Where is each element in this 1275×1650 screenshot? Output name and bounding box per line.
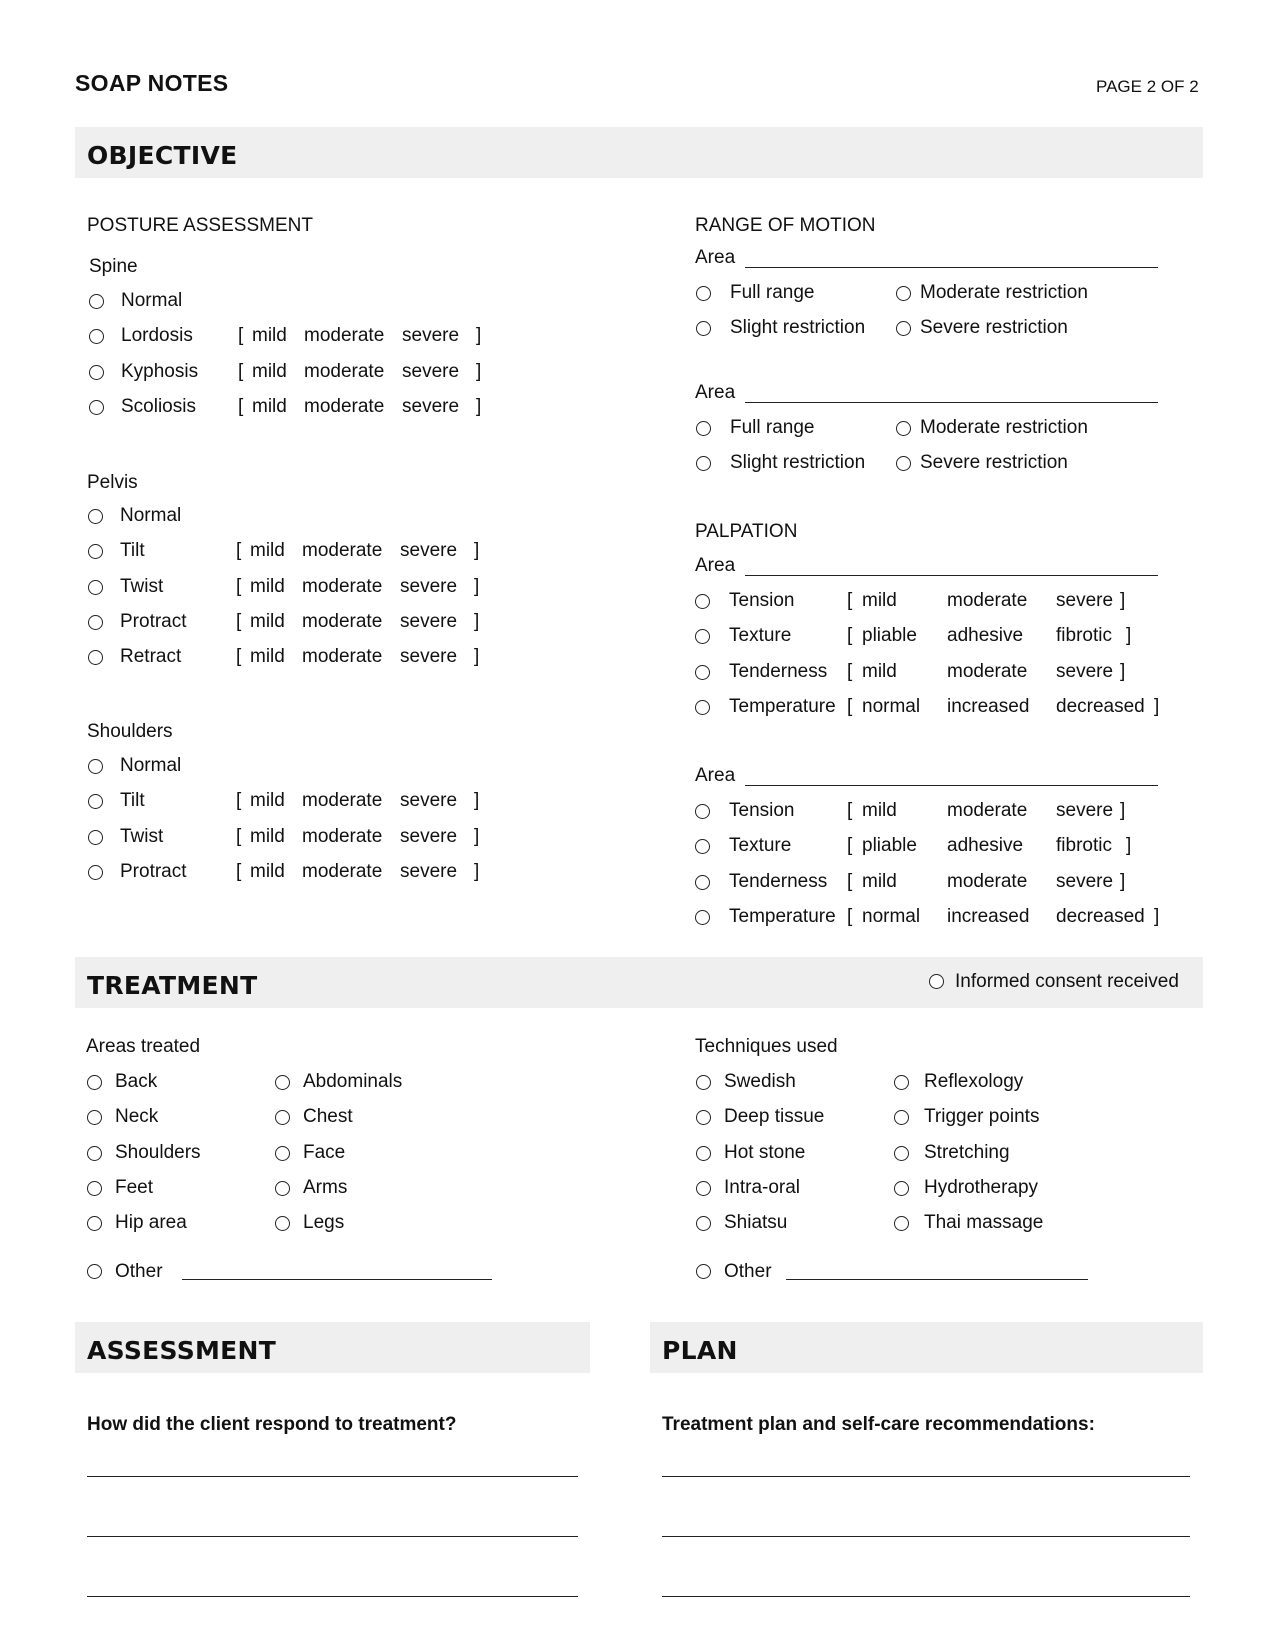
technique-swedish-label: Swedish — [724, 1071, 796, 1092]
rom-1-slight-restriction-label: Slight restriction — [730, 317, 866, 338]
palpation-2-tenderness-bracket-close: ] — [1120, 870, 1126, 892]
pelvis-twist-severity-mild[interactable]: mild — [250, 575, 285, 597]
shoulders-label: Shoulders — [87, 721, 173, 742]
palpation-1-tenderness-option-b[interactable]: moderate — [947, 660, 1028, 682]
techniques-other-input-line[interactable] — [786, 1279, 1088, 1280]
plan-header — [650, 1322, 1203, 1373]
assessment-line-2[interactable] — [87, 1536, 578, 1537]
areas-other-radio[interactable] — [87, 1264, 102, 1279]
spine-kyphosis-severity-moderate[interactable]: moderate — [304, 360, 385, 382]
palpation-1-temperature-radio[interactable] — [695, 700, 710, 715]
palpation-title: PALPATION — [695, 521, 798, 542]
palpation-2-texture-radio[interactable] — [695, 839, 710, 854]
technique-swedish-radio[interactable] — [696, 1075, 711, 1090]
palpation-2-temperature-label: Temperature — [729, 905, 836, 927]
rom-2-severe-restriction-label: Severe restriction — [920, 452, 1068, 473]
palpation-2-tenderness-label: Tenderness — [729, 870, 828, 892]
informed-consent-label: Informed consent received — [955, 971, 1179, 992]
palpation-1-texture-option-a[interactable]: pliable — [862, 625, 917, 647]
pelvis-protract-severity-close: ] — [474, 610, 480, 632]
area-legs-radio[interactable] — [275, 1216, 290, 1231]
area-shoulders-label: Shoulders — [115, 1141, 201, 1163]
page-number: PAGE 2 OF 2 — [1096, 77, 1199, 96]
technique-hot-stone-radio[interactable] — [696, 1146, 711, 1161]
palpation-1-tension-option-c[interactable]: severe — [1056, 590, 1114, 611]
rom-1-slight-restriction-radio[interactable] — [696, 321, 711, 336]
shoulders-tilt-severity-mild[interactable]: mild — [250, 790, 285, 812]
pelvis-retract-severity-severe[interactable]: severe — [400, 646, 458, 668]
spine-scoliosis-severity-mild[interactable]: mild — [252, 395, 287, 417]
assessment-question: How did the client respond to treatment? — [87, 1414, 457, 1435]
area-hip-area-radio[interactable] — [87, 1216, 102, 1231]
pelvis-protract-severity-severe[interactable]: severe — [400, 610, 458, 632]
pelvis-twist-severity-open: [ — [236, 575, 242, 597]
area-abdominals-label: Abdominals — [303, 1071, 403, 1092]
palpation-2-texture-bracket-close: ] — [1126, 835, 1132, 857]
palpation-1-tension-radio[interactable] — [695, 594, 710, 609]
area-chest-radio[interactable] — [275, 1110, 290, 1125]
assessment-title: ASSESSMENT — [87, 1336, 277, 1365]
spine-kyphosis-severity-severe[interactable]: severe — [402, 360, 460, 382]
technique-intra-oral-label: Intra-oral — [724, 1176, 801, 1198]
rom-1-severe-restriction-radio[interactable] — [896, 321, 911, 336]
document-title: SOAP NOTES — [75, 70, 229, 96]
pelvis-protract-severity-open: [ — [236, 610, 242, 632]
palpation-2-tenderness-option-b[interactable]: moderate — [947, 870, 1028, 892]
shoulders-protract-label: Protract — [120, 860, 187, 882]
pelvis-tilt-severity-close: ] — [474, 540, 480, 562]
pelvis-tilt-severity-open: [ — [236, 540, 242, 562]
shoulders-protract-severity-open: [ — [236, 860, 242, 882]
spine-scoliosis-severity-severe[interactable]: severe — [402, 395, 460, 417]
palpation-1-tension-label: Tension — [729, 590, 795, 611]
shoulders-twist-label: Twist — [120, 825, 164, 847]
pelvis-tilt-severity-severe[interactable]: severe — [400, 540, 458, 562]
shoulders-tilt-severity-severe[interactable]: severe — [400, 790, 458, 812]
technique-stretching-radio[interactable] — [894, 1146, 909, 1161]
shoulders-tilt-severity-close: ] — [474, 790, 480, 812]
rom-1-severe-restriction-label: Severe restriction — [920, 317, 1068, 338]
palpation-1-temperature-option-c[interactable]: decreased — [1056, 695, 1145, 717]
technique-shiatsu-label: Shiatsu — [724, 1212, 788, 1234]
palpation-1-tenderness-option-a[interactable]: mild — [862, 660, 897, 682]
palpation-2-tension-option-b[interactable]: moderate — [947, 800, 1028, 821]
rom-area-label-2: Area — [695, 382, 736, 403]
technique-thai-massage-radio[interactable] — [894, 1216, 909, 1231]
technique-thai-massage-label: Thai massage — [924, 1212, 1044, 1234]
palpation-2-tenderness-bracket-open: [ — [847, 870, 853, 892]
plan-line-3[interactable] — [662, 1596, 1190, 1597]
techniques-other-radio[interactable] — [696, 1264, 711, 1279]
pelvis-tilt-label: Tilt — [120, 540, 145, 562]
assessment-line-3[interactable] — [87, 1596, 578, 1597]
pelvis-normal-radio[interactable] — [88, 509, 103, 524]
shoulders-tilt-severity-moderate[interactable]: moderate — [302, 790, 383, 812]
palpation-2-tenderness-option-a[interactable]: mild — [862, 870, 897, 892]
spine-scoliosis-severity-moderate[interactable]: moderate — [304, 395, 385, 417]
plan-line-1[interactable] — [662, 1476, 1190, 1477]
palpation-1-texture-option-c[interactable]: fibrotic — [1056, 625, 1112, 647]
area-arms-label: Arms — [303, 1176, 348, 1198]
palpation-1-tenderness-option-c[interactable]: severe — [1056, 660, 1114, 682]
techniques-other-label: Other — [724, 1261, 772, 1282]
palpation-1-tenderness-radio[interactable] — [695, 665, 710, 680]
pelvis-retract-severity-mild[interactable]: mild — [250, 646, 285, 668]
rom-1-full-range-radio[interactable] — [696, 286, 711, 301]
pelvis-protract-severity-mild[interactable]: mild — [250, 610, 285, 632]
rom-1-moderate-restriction-radio[interactable] — [896, 286, 911, 301]
objective-title: OBJECTIVE — [87, 141, 238, 170]
area-back-label: Back — [115, 1071, 158, 1092]
plan-question: Treatment plan and self-care recommendations: — [662, 1414, 1095, 1435]
palpation-area-input-line-1[interactable] — [745, 575, 1158, 576]
palpation-2-tension-label: Tension — [729, 800, 795, 821]
assessment-header — [75, 1322, 590, 1373]
palpation-2-texture-option-a[interactable]: pliable — [862, 835, 917, 857]
rom-1-moderate-restriction-label: Moderate restriction — [920, 282, 1088, 303]
palpation-2-tension-bracket-close: ] — [1120, 800, 1126, 821]
palpation-area-label-1: Area — [695, 555, 736, 576]
spine-lordosis-severity-severe[interactable]: severe — [402, 325, 460, 347]
shoulders-twist-severity-mild[interactable]: mild — [250, 825, 285, 847]
rom-2-moderate-restriction-radio[interactable] — [896, 421, 911, 436]
area-arms-radio[interactable] — [275, 1181, 290, 1196]
palpation-1-tension-bracket-open: [ — [847, 590, 853, 611]
pelvis-retract-severity-moderate[interactable]: moderate — [302, 646, 383, 668]
rom-area-label-1: Area — [695, 247, 736, 268]
palpation-2-temperature-bracket-close: ] — [1154, 905, 1160, 927]
pelvis-retract-severity-close: ] — [474, 646, 480, 668]
informed-consent-radio[interactable] — [929, 974, 944, 989]
rom-area-input-line-2[interactable] — [745, 402, 1158, 403]
pelvis-retract-label: Retract — [120, 646, 182, 668]
palpation-2-texture-option-b[interactable]: adhesive — [947, 835, 1024, 857]
pelvis-twist-label: Twist — [120, 575, 164, 597]
palpation-2-tension-bracket-open: [ — [847, 800, 853, 821]
shoulders-tilt-label: Tilt — [120, 790, 145, 812]
pelvis-retract-radio[interactable] — [88, 650, 103, 665]
rom-area-input-line-1[interactable] — [745, 267, 1158, 268]
palpation-1-texture-bracket-close: ] — [1126, 625, 1132, 647]
palpation-2-tension-option-c[interactable]: severe — [1056, 800, 1114, 821]
shoulders-normal-label: Normal — [120, 755, 182, 776]
palpation-1-tension-option-b[interactable]: moderate — [947, 590, 1028, 611]
area-back-radio[interactable] — [87, 1075, 102, 1090]
spine-kyphosis-radio[interactable] — [89, 365, 104, 380]
palpation-1-tension-bracket-close: ] — [1120, 590, 1126, 611]
palpation-1-tenderness-label: Tenderness — [729, 660, 828, 682]
palpation-2-texture-bracket-open: [ — [847, 835, 853, 857]
spine-scoliosis-severity-open: [ — [238, 395, 244, 417]
spine-scoliosis-radio[interactable] — [89, 400, 104, 415]
technique-deep-tissue-radio[interactable] — [696, 1110, 711, 1125]
palpation-1-texture-bracket-open: [ — [847, 625, 853, 647]
palpation-1-temperature-option-a[interactable]: normal — [862, 695, 921, 717]
pelvis-protract-severity-moderate[interactable]: moderate — [302, 610, 383, 632]
spine-lordosis-severity-close: ] — [476, 325, 482, 347]
palpation-2-temperature-radio[interactable] — [695, 910, 710, 925]
pelvis-retract-severity-open: [ — [236, 646, 242, 668]
technique-trigger-points-label: Trigger points — [924, 1106, 1040, 1128]
palpation-1-tenderness-bracket-close: ] — [1120, 660, 1126, 682]
area-face-label: Face — [303, 1141, 346, 1163]
palpation-2-tension-radio[interactable] — [695, 804, 710, 819]
technique-intra-oral-radio[interactable] — [696, 1181, 711, 1196]
area-abdominals-radio[interactable] — [275, 1075, 290, 1090]
area-face-radio[interactable] — [275, 1146, 290, 1161]
pelvis-tilt-radio[interactable] — [88, 544, 103, 559]
palpation-1-texture-label: Texture — [729, 625, 792, 647]
technique-stretching-label: Stretching — [924, 1141, 1010, 1163]
spine-lordosis-severity-open: [ — [238, 325, 244, 347]
shoulders-twist-radio[interactable] — [88, 830, 103, 845]
technique-hydrotherapy-label: Hydrotherapy — [924, 1176, 1039, 1198]
posture-assessment-title: POSTURE ASSESSMENT — [87, 215, 313, 236]
spine-normal-radio[interactable] — [89, 294, 104, 309]
spine-kyphosis-severity-mild[interactable]: mild — [252, 360, 287, 382]
spine-kyphosis-label: Kyphosis — [121, 360, 199, 382]
spine-lordosis-severity-moderate[interactable]: moderate — [304, 325, 385, 347]
shoulders-twist-severity-close: ] — [474, 825, 480, 847]
shoulders-protract-severity-mild[interactable]: mild — [250, 860, 285, 882]
palpation-2-temperature-option-a[interactable]: normal — [862, 905, 921, 927]
palpation-2-temperature-option-c[interactable]: decreased — [1056, 905, 1145, 927]
shoulders-tilt-radio[interactable] — [88, 794, 103, 809]
treatment-header — [75, 957, 1203, 1008]
pelvis-protract-label: Protract — [120, 610, 187, 632]
pelvis-tilt-severity-mild[interactable]: mild — [250, 540, 285, 562]
palpation-1-tenderness-bracket-open: [ — [847, 660, 853, 682]
palpation-1-temperature-label: Temperature — [729, 695, 836, 717]
area-feet-label: Feet — [115, 1176, 154, 1198]
palpation-2-tension-option-a[interactable]: mild — [862, 800, 897, 821]
area-feet-radio[interactable] — [87, 1181, 102, 1196]
area-hip-area-label: Hip area — [115, 1212, 187, 1234]
palpation-2-texture-label: Texture — [729, 835, 792, 857]
palpation-1-texture-radio[interactable] — [695, 629, 710, 644]
rom-2-moderate-restriction-label: Moderate restriction — [920, 417, 1088, 438]
technique-deep-tissue-label: Deep tissue — [724, 1106, 825, 1128]
spine-scoliosis-label: Scoliosis — [121, 395, 196, 417]
palpation-area-input-line-2[interactable] — [745, 785, 1158, 786]
palpation-2-temperature-option-b[interactable]: increased — [947, 905, 1030, 927]
area-neck-label: Neck — [115, 1106, 159, 1128]
spine-lordosis-label: Lordosis — [121, 325, 193, 347]
shoulders-tilt-severity-open: [ — [236, 790, 242, 812]
spine-scoliosis-severity-close: ] — [476, 395, 482, 417]
areas-other-input-line[interactable] — [182, 1279, 492, 1280]
technique-hot-stone-label: Hot stone — [724, 1141, 806, 1163]
shoulders-protract-severity-severe[interactable]: severe — [400, 860, 458, 882]
technique-hydrotherapy-radio[interactable] — [894, 1181, 909, 1196]
palpation-2-texture-option-c[interactable]: fibrotic — [1056, 835, 1112, 857]
technique-reflexology-radio[interactable] — [894, 1075, 909, 1090]
palpation-1-texture-option-b[interactable]: adhesive — [947, 625, 1024, 647]
pelvis-label: Pelvis — [87, 472, 138, 493]
palpation-2-tenderness-radio[interactable] — [695, 875, 710, 890]
technique-reflexology-label: Reflexology — [924, 1071, 1024, 1092]
assessment-line-1[interactable] — [87, 1476, 578, 1477]
pelvis-tilt-severity-moderate[interactable]: moderate — [302, 540, 383, 562]
palpation-1-temperature-bracket-open: [ — [847, 695, 853, 717]
rom-2-full-range-radio[interactable] — [696, 421, 711, 436]
palpation-1-tension-option-a[interactable]: mild — [862, 590, 897, 611]
areas-other-label: Other — [115, 1261, 163, 1282]
technique-trigger-points-radio[interactable] — [894, 1110, 909, 1125]
palpation-2-temperature-bracket-open: [ — [847, 905, 853, 927]
pelvis-normal-label: Normal — [120, 505, 182, 526]
rom-2-slight-restriction-label: Slight restriction — [730, 452, 866, 473]
pelvis-twist-severity-severe[interactable]: severe — [400, 575, 458, 597]
pelvis-twist-severity-moderate[interactable]: moderate — [302, 575, 383, 597]
shoulders-twist-severity-moderate[interactable]: moderate — [302, 825, 383, 847]
area-chest-label: Chest — [303, 1106, 353, 1128]
rom-2-slight-restriction-radio[interactable] — [696, 456, 711, 471]
shoulders-protract-severity-close: ] — [474, 860, 480, 882]
shoulders-normal-radio[interactable] — [88, 759, 103, 774]
shoulders-protract-severity-moderate[interactable]: moderate — [302, 860, 383, 882]
rom-2-severe-restriction-radio[interactable] — [896, 456, 911, 471]
palpation-1-temperature-option-b[interactable]: increased — [947, 695, 1030, 717]
area-legs-label: Legs — [303, 1212, 345, 1234]
spine-kyphosis-severity-close: ] — [476, 360, 482, 382]
palpation-1-temperature-bracket-close: ] — [1154, 695, 1160, 717]
area-shoulders-radio[interactable] — [87, 1146, 102, 1161]
pelvis-twist-radio[interactable] — [88, 580, 103, 595]
palpation-area-label-2: Area — [695, 765, 736, 786]
areas-treated-label: Areas treated — [86, 1036, 201, 1057]
plan-line-2[interactable] — [662, 1536, 1190, 1537]
range-of-motion-title: RANGE OF MOTION — [695, 215, 876, 236]
spine-kyphosis-severity-open: [ — [238, 360, 244, 382]
pelvis-protract-radio[interactable] — [88, 615, 103, 630]
spine-normal-label: Normal — [121, 290, 183, 311]
technique-shiatsu-radio[interactable] — [696, 1216, 711, 1231]
area-neck-radio[interactable] — [87, 1110, 102, 1125]
treatment-title: TREATMENT — [87, 971, 258, 1000]
shoulders-protract-radio[interactable] — [88, 865, 103, 880]
shoulders-twist-severity-open: [ — [236, 825, 242, 847]
spine-lordosis-severity-mild[interactable]: mild — [252, 325, 287, 347]
spine-lordosis-radio[interactable] — [89, 329, 104, 344]
rom-2-full-range-label: Full range — [730, 417, 815, 438]
shoulders-twist-severity-severe[interactable]: severe — [400, 825, 458, 847]
pelvis-twist-severity-close: ] — [474, 575, 480, 597]
objective-header — [75, 127, 1203, 178]
techniques-used-label: Techniques used — [695, 1036, 838, 1057]
rom-1-full-range-label: Full range — [730, 282, 815, 303]
palpation-2-tenderness-option-c[interactable]: severe — [1056, 870, 1114, 892]
plan-title: PLAN — [662, 1336, 738, 1365]
spine-label: Spine — [89, 256, 138, 277]
